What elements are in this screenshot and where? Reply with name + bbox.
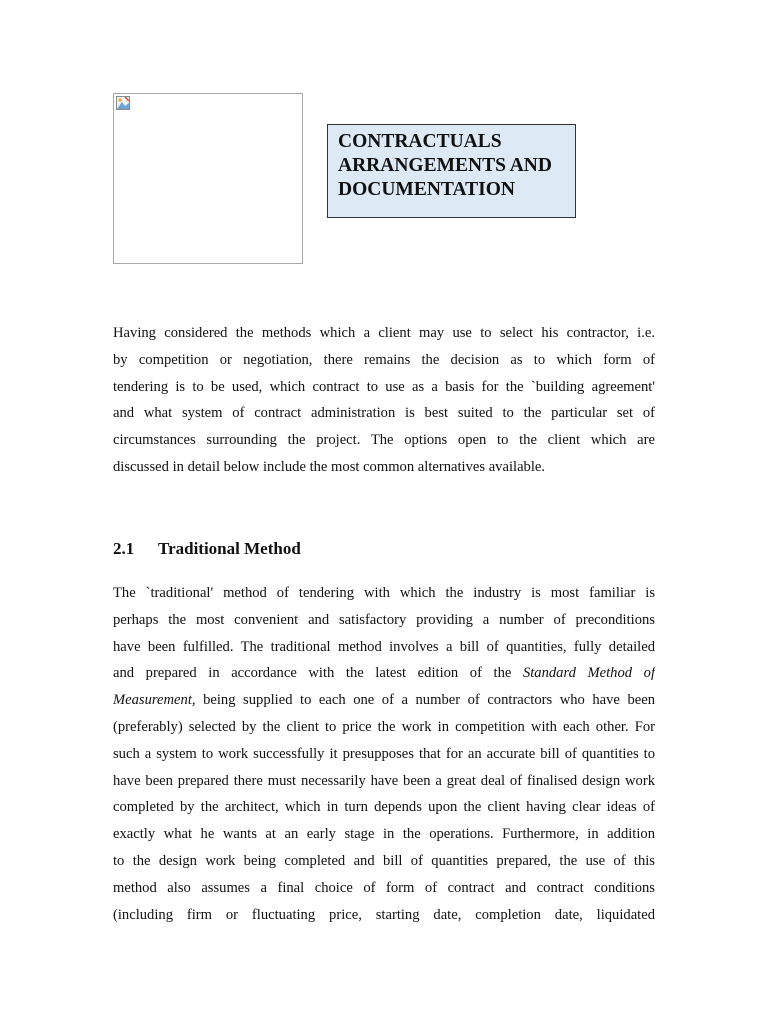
text-line: and what system of contract administration is best suited to the particular set of [113, 405, 655, 422]
text-line: The `traditional' method of tendering with which the industry is most familiar is [113, 585, 655, 601]
text-line: perhaps the most convenient and satisfactory providing a number of preconditions [113, 611, 655, 628]
text-line: such a system to work successfully it presupposes that for an accurate bill of quantities to [113, 745, 655, 762]
text-line: circumstances surrounding the project. The options open to the client which are [113, 432, 655, 449]
chapter-title-line: DOCUMENTATION [338, 179, 515, 200]
chapter-title-line: CONTRACTUALS [338, 131, 502, 152]
text-line: by competition or negotiation, there remains the decision as to which form of [113, 351, 655, 368]
text-line: have been prepared there must necessarily have been a great deal of finalised design work [113, 772, 655, 789]
text-line: method also assumes a final choice of form of contract and contract conditions [113, 879, 655, 896]
text-line: (preferably) selected by the client to price the work in competition with each other. For [113, 718, 655, 735]
text-line: to the design work being completed and bill of quantities prepared, the use of this [113, 852, 655, 869]
section-number: 2.1 [113, 539, 135, 558]
section-title: Traditional Method [158, 539, 301, 558]
text-line: Having considered the methods which a client may use to select his contractor, i.e. [113, 325, 655, 341]
text-line: completed by the architect, which in turn depends upon the client having clear ideas of [113, 799, 655, 816]
intro-paragraph [113, 320, 655, 481]
chapter-title-box [327, 124, 576, 218]
italic-reference: Standard Method of [522, 665, 655, 682]
broken-image-icon [116, 96, 130, 110]
text-line-with-reference [113, 687, 655, 714]
text-line: (including firm or fluctuating price, starting date, completion date, liquidated [113, 906, 655, 923]
text-segment: being supplied to each one of a number of contractors who have been [203, 692, 655, 709]
figure-placeholder [113, 93, 303, 264]
italic-reference: Measurement, [113, 692, 196, 709]
section-heading [113, 536, 301, 562]
text-line: tendering is to be used, which contract to use as a basis for the `building agreement' [113, 378, 655, 395]
section-paragraph [113, 580, 655, 928]
text-line: discussed in detail below include the most common alternatives available. [113, 458, 546, 475]
chapter-title-line: ARRANGEMENTS AND [338, 155, 552, 176]
text-line-with-reference [113, 660, 655, 687]
text-line: exactly what he wants at an early stage in the operations. Furthermore, in addition [113, 826, 655, 843]
text-line: have been fulfilled. The traditional method involves a bill of quantities, fully detailed [113, 638, 655, 655]
text-segment: and prepared in accordance with the latest edition of the [113, 665, 512, 682]
